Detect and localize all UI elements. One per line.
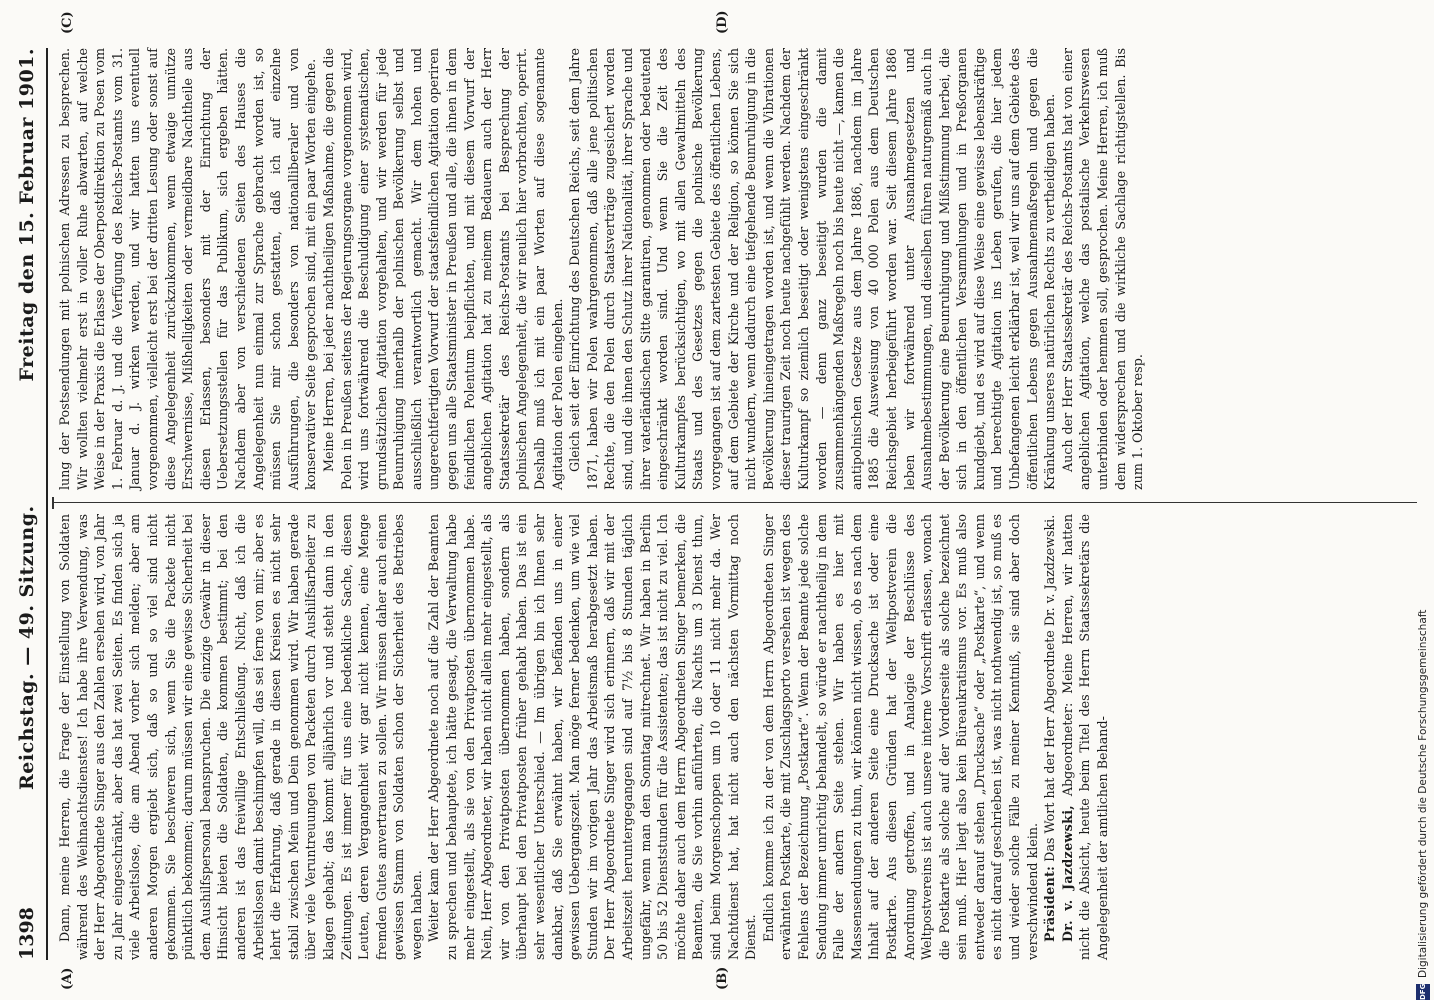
column-divider [52, 502, 1417, 503]
page-header [16, 48, 42, 960]
dfg-logo: DFG [1416, 984, 1430, 1000]
speaker-paragraph [1059, 514, 1112, 960]
paragraph: Gleich seit der Einrichtung des Deutschen Reichs, seit dem Jahre 1871, haben wir Polen wahrgenommen, daß alle jene politischen Rechte, die den Polen durch Staatsverträge zugesichert worden sind, und die ihnen den Schutz ihrer Nationalität, ihrer Sprache und ihrer vaterländischen Sitte garantiren, genommen oder bedeutend eingeschränkt worden sind. Und wenn Sie die Zeit des Kulturkampfes berücksichtigen, wo mit allen Gewaltmitteln des Staats und des Gesetzes gegen die polnische Bevölkerung vorgegangen ist auf dem zartesten Gebiete des öffentlichen Lebens, auf dem Gebiete der Kirche und der Religion, so können Sie sich nicht wundern, wenn dadurch eine tiefgehende Beunruhigung in die Bevölkerung hineingetragen worden ist, und wenn die Vibrationen dieser traurigen Zeit noch heute nachgefühlt werden. Nachdem der Kulturkampf so ziemlich beseitigt oder wenigstens eingeschränkt worden — denn ganz beseitigt wurden die damit zusammenhängenden Maßregeln noch bis heute nicht —, kamen die antipolnischen Gesetze aus dem Jahre 1886, nachdem im Jahre 1885 die Ausweisung von 40 000 Polen aus dem Deutschen Reichsgebiet herbeigeführt worden war. Seit diesem Jahre 1886 leben wir fortwährend unter Ausnahmegesetzen und Ausnahmebestimmungen, und dieselben führen naturgemäß auch in der Bevölkerung eine Beunruhigung und Mißstimmung herbei, die sich in den öffentlichen Versammlungen und in Preßorganen kundgiebt, und es wird auf diese Weise eine gewisse lebenskräftige und berechtigte Agitation ins Leben gerufen, die hier jedem Unbefangenen leicht erklärbar ist, weil wir uns auf dem Gebiete des öffentlichen Lebens gegen Ausnahmemaßregeln und gegen die Kränkung unseres natürlichen Rechts zu vertheidigen haben. [567, 48, 1058, 490]
speaker-name: Dr. v. Jazdzewski, [1059, 804, 1075, 942]
paragraph: Endlich komme ich zu der von dem Herrn Abgeordneten Singer erwähnten Postkarte, die mit Zuschlagsporto versehen ist wegen des Fehlens der Bezeichnung „Postkarte“. Wenn der Beamte jede solche Sendung immer unrichtig behandelt, so würde er nachtheilig in dem Falle der andern Seite stehen. Wir haben es hier mit Massensendungen zu thun, wir können nicht wissen, ob es nach dem Inhalt auf der anderen Seite eine Drucksache ist oder eine Postkarte. Aus diesen Gründen hat der Weltpostverein die Anordnung getroffen, und in Analogie der Beschlüsse des Weltpostvereins ist auch unsere interne Vorschrift erlassen, wonach die Postkarte als solche auf der Vorderseite als solche bezeichnet sein muß. Hier liegt also kein Büreaukratismus vor. Es muß also entweder darauf stehen „Drucksache“ oder „Postkarte“, und wenn es nicht darauf geschrieben ist, was nicht nothwendig ist, so muß es und wieder solche Fälle zu meiner Kenntniß, sie sind aber doch verschwindend klein. [760, 514, 1040, 960]
column-divider-tick [52, 497, 54, 509]
right-column [56, 48, 1147, 490]
paragraph: lung der Postsendungen mit polnischen Adressen zu besprechen. Wir wollten vielmehr erst in voller Ruhe abwarten, auf welche Weise in der Praxis die Erlasse der Oberpostdirektion zu Posen vom 1. Februar d. J. und die Verfügung des Reichs-Postamts vom 31. Januar d. J. wirken werden, und wir hatten uns eventuell vorgenommen, vielleicht erst bei der dritten Lesung oder sonst auf diese Angelegenheit zurückzukommen, wenn etwaige unnütze Erschwernisse, Mißhelligkeiten oder vermeidbare Nachtheile aus diesen Erlassen, besonders mit der Einrichtung der Uebersetzungsstellen für das Publikum, sich ergeben hätten. Nachdem aber von verschiedenen Seiten des Hauses die Angelegenheit nun einmal zur Sprache gebracht worden ist, so müssen Sie mir schon gestatten, daß ich auf einzelne Ausführungen, die besonders von nationalliberaler und von konservativer Seite gesprochen sind, mit ein paar Worten eingehe. [57, 48, 319, 490]
speech-text: Abgeordneter: Meine Herren, wir hatten nicht die Absicht, heute beim Titel des Herrn Staatssekretärs die Angelegenheit der amtlichen Behand- [1059, 514, 1111, 960]
left-column [56, 514, 1112, 960]
speaker-name: Präsident: [1042, 865, 1058, 942]
margin-marker-d: (D) [715, 10, 730, 34]
funding-note: Digitalisierung gefördert durch die Deutsche Forschungsgemeinschaft [1417, 609, 1429, 978]
speech-text: Das Wort hat der Herr Abgeordnete Dr. v. Jazdzewski. [1042, 514, 1058, 866]
session-date: Freitag den 15. Februar 1901. [16, 48, 38, 382]
paragraph: Meine Herren, bei jeder nachtheiligen Maßnahme, die gegen die Polen in Preußen seitens der Regierungsorgane vorgenommen wird, wird uns fortwährend die Beschuldigung einer systematischen, grundsätzlichen Agitation vorgehalten, und wir werden für jede Beunruhigung innerhalb der polnischen Bevölkerung selbst und ausschließlich verantwortlich gemacht. Wir dem hohen und ungerechtfertigten Vorwurf der staatsfeindlichen Agitation operiren gegen uns alle Staatsminister in Preußen und alle, die ihnen in dem feindlichen Polentum beipflichten, und mit diesem Vorwurf der angeblichen Agitation hat zu meinem Bedauern auch der Herr Staatssekretär des Reichs-Postamts bei Besprechung der polnischen Angelegenheit, die wir neulich hier vorbrachten, operirt. Deshalb muß ich mit ein paar Worten auf diese sogenannte Agitation der Polen eingehen. [320, 48, 565, 490]
digitization-footer [1414, 0, 1434, 1000]
page-number: 1398 [16, 907, 38, 960]
speaker-paragraph [1041, 514, 1059, 960]
margin-marker-b: (B) [715, 966, 730, 990]
margin-marker-c: (C) [60, 11, 75, 34]
header-divider [46, 48, 48, 960]
session-title: Reichstag. — 49. Sitzung. [16, 505, 38, 790]
paragraph: Auch der Herr Staatssekretär des Reichs-Postamts hat von einer angeblichen Agitation, welche das postalische Verkehrswesen unterbinden oder hemmen soll, gesprochen. Meine Herren, ich muß dem widersprechen und die wirkliche Sachlage richtigstellen. Bis zum 1. Oktober resp. [1059, 48, 1146, 490]
margin-marker-a: (A) [60, 967, 75, 990]
paragraph: Weiter kam der Herr Abgeordnete noch auf die Zahl der Beamten zu sprechen und behauptete, ich hätte gesagt, die Verwaltung habe mehr eingestellt, als sie von den Privatposten übernommen habe. Nein, Herr Abgeordneter, wir haben nicht allein mehr eingestellt, als wir von den Privatposten übernommen haben, sondern als überhaupt bei den Privatposten früher gehabt haben. Das ist ein sehr wesentlicher Unterschied. — Im übrigen bin ich Ihnen sehr dankbar, daß Sie erwähnt haben, wir befänden uns in einer gewissen Uebergangszeit. Man möge ferner bedenken, um wie viel Stunden wir im vorigen Jahr das Arbeitsmaß herabgesetzt haben. Der Herr Abgeordnete Singer wird sich erinnern, daß wir mit der Arbeitszeit heruntergegangen sind auf 7½ bis 8 Stunden täglich ungefähr, wenn man den Sonntag mitrechnet. Wir haben in Berlin 50 bis 52 Dienststunden für die Assistenten; das ist nicht zu viel. Ich möchte daher auch dem Herrn Abgeordneten Singer bemerken, die Beamten, die Sie vorhin anführten, die Nachts um 3 Dienst thun, sind beim Morgenschoppen um 10 oder 11 nicht mehr da. Wer Nachtdienst hat, hat nicht auch den nächsten Vormittag noch Dienst. [426, 514, 759, 960]
paragraph: Dann, meine Herren, die Frage der Einstellung von Soldaten während des Weihnachtsdienstes! Ich habe ihre Verwendung, was der Herr Abgeordnete Singer aus den Zahlen ersehen wird, von Jahr zu Jahr eingeschränkt, aber das hat zwei Seiten. Es finden sich ja viele Arbeitslose, die am Abend vorher sich melden; aber am anderen Morgen ergiebt sich, daß so und so viel sind nicht gekommen. Sie beschweren sich, wenn Sie die Packete nicht pünktlich bekommen; darum müssen wir eine gewisse Sicherheit bei dem Aushilfspersonal beanspruchen. Die einzige Gewähr in dieser Hinsicht bieten die Soldaten, die kommen bestimmt; bei den anderen ist das freiwillige Entschließung. Nicht, daß ich die Arbeitslosen damit beschimpfen will, das sei ferne von mir; aber es lehrt die Erfahrung, daß gerade in diesen Kreisen es nicht sehr stabil zwischen Mein und Dein genommen wird. Wir haben gerade über viele Veruntreuungen von Packeten durch Aushilfsarbeiter zu klagen gehabt; das kommt alljährlich vor und steht dann in den Zeitungen. Es ist immer für uns eine bedenkliche Sache, diesen Leuten, deren Vergangenheit wir gar nicht kennen, eine Menge fremden Gutes anvertrauen zu sollen. Wir müssen daher auch einen gewissen Stamm von Soldaten schon der Sicherheit des Betriebes wegen haben. [57, 514, 424, 960]
